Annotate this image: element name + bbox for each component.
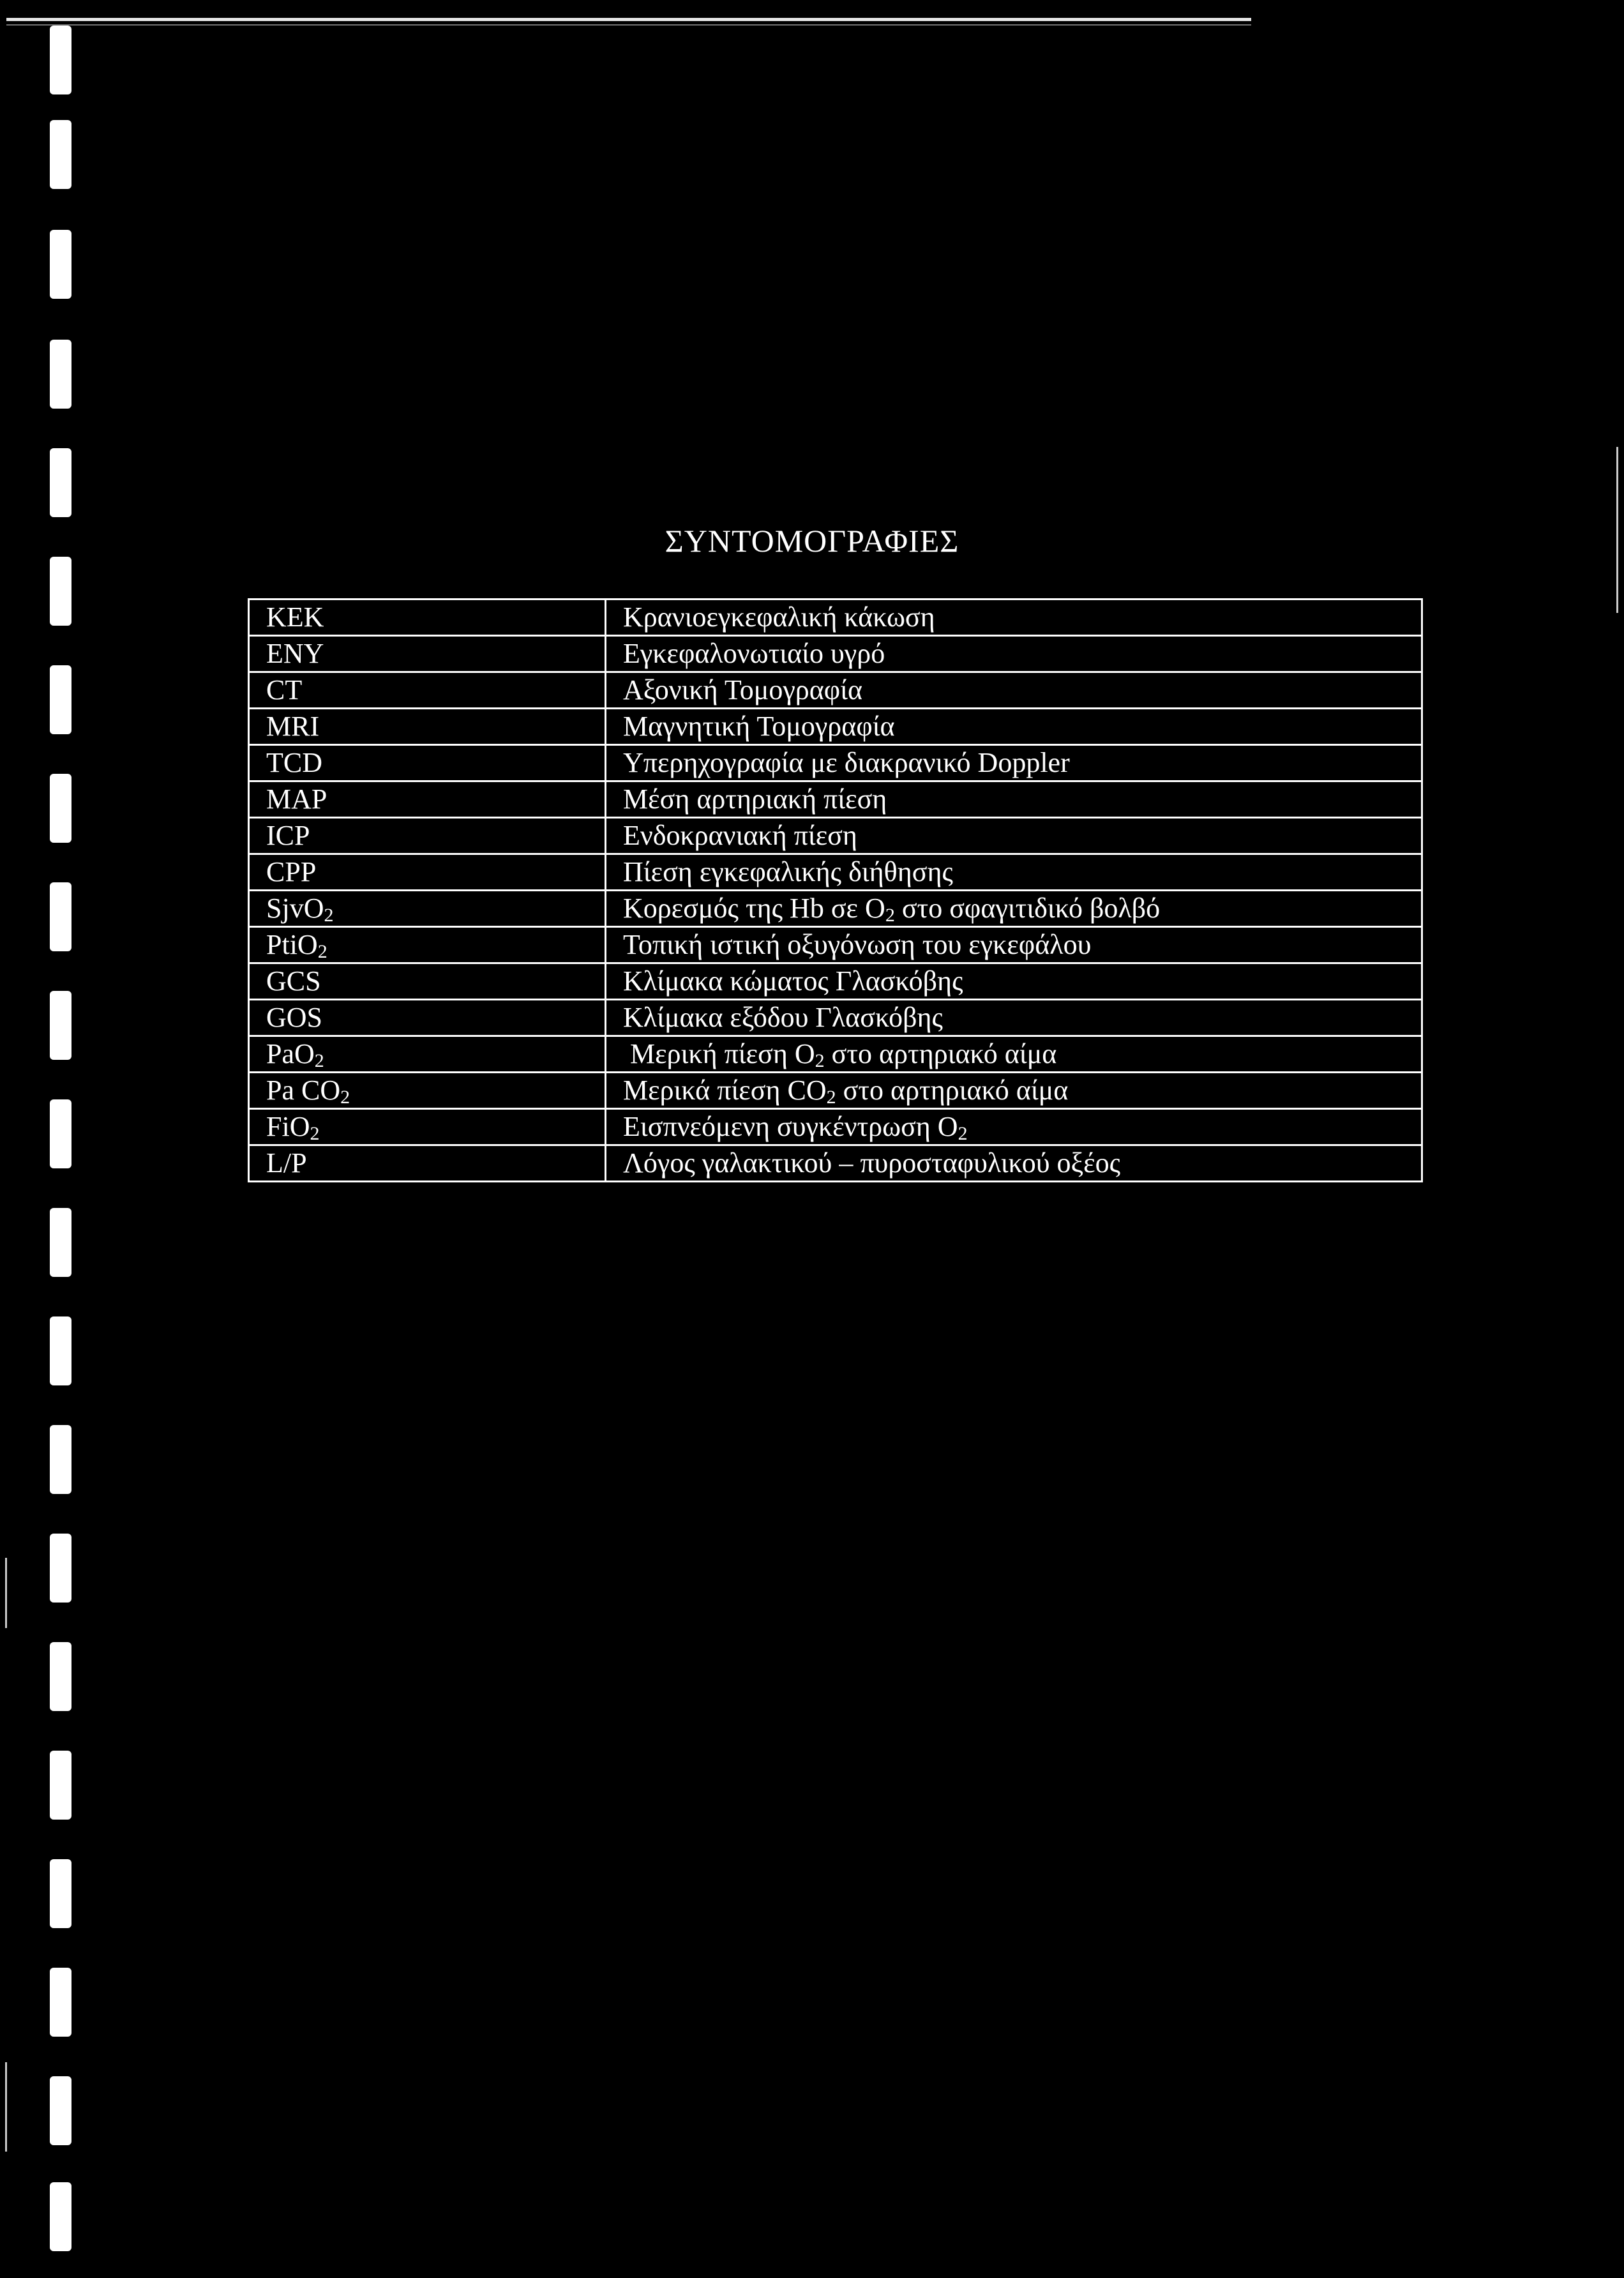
definition-subscript: 2: [958, 1123, 968, 1144]
abbreviation-cell: [249, 781, 606, 818]
definition-cell: [606, 927, 1422, 963]
abbreviation-subscript: 2: [310, 1123, 320, 1144]
binding-hole: [50, 120, 71, 189]
abbreviation-text: PaO: [266, 1038, 315, 1069]
binding-hole: [50, 1099, 71, 1168]
definition-cell: [606, 672, 1422, 709]
table-row: [249, 781, 1422, 818]
binding-hole: [50, 230, 71, 299]
abbreviation-text: MRI: [266, 711, 320, 742]
definition-text-continued: στο αρτηριακό αίμα: [824, 1038, 1057, 1069]
table-row: [249, 1000, 1422, 1036]
abbreviation-text: TCD: [266, 747, 322, 778]
table-row: [249, 1036, 1422, 1073]
table-row: [249, 672, 1422, 709]
table-row: [249, 1073, 1422, 1109]
abbreviation-text: ICP: [266, 820, 310, 851]
table-row: [249, 636, 1422, 672]
definition-cell: [606, 745, 1422, 781]
abbreviation-text: SjvO: [266, 893, 324, 924]
abbreviation-cell: [249, 963, 606, 1000]
definition-text: Μαγνητική Τομογραφία: [623, 711, 895, 742]
definition-text: Τοπική ιστική οξυγόνωση του εγκεφάλου: [623, 929, 1092, 960]
abbreviation-text: GCS: [266, 965, 321, 997]
abbreviation-subscript: 2: [340, 1087, 350, 1108]
definition-text-continued: στο σφαγιτιδικό βολβό: [894, 893, 1161, 924]
binding-hole: [50, 665, 71, 734]
binding-hole: [50, 1425, 71, 1494]
abbreviation-cell: [249, 1000, 606, 1036]
table-row: [249, 854, 1422, 891]
binding-hole: [50, 26, 71, 94]
definition-subscript: 2: [885, 905, 895, 926]
abbreviation-cell: [249, 672, 606, 709]
binding-hole: [50, 1316, 71, 1385]
abbreviation-cell: [249, 600, 606, 636]
abbreviation-text: MAP: [266, 783, 327, 815]
abbreviation-cell: [249, 927, 606, 963]
binding-hole: [50, 1208, 71, 1277]
binding-hole: [50, 557, 71, 626]
table-row: [249, 745, 1422, 781]
definition-text: Μερικά πίεση CO: [623, 1075, 827, 1106]
abbreviation-text: ENY: [266, 638, 324, 669]
binding-hole: [50, 1534, 71, 1603]
definition-cell: [606, 636, 1422, 672]
definition-subscript: 2: [826, 1087, 836, 1108]
definition-text: Ενδοκρανιακή πίεση: [623, 820, 857, 851]
definition-cell: [606, 1073, 1422, 1109]
abbreviation-text: GOS: [266, 1002, 323, 1033]
abbreviation-subscript: 2: [324, 905, 334, 926]
table-row: [249, 818, 1422, 854]
abbreviation-cell: [249, 891, 606, 927]
definition-cell: [606, 1145, 1422, 1182]
abbreviation-cell: [249, 1145, 606, 1182]
definition-text: Αξονική Τομογραφία: [623, 674, 863, 705]
abbreviation-cell: [249, 1073, 606, 1109]
table-row: [249, 927, 1422, 963]
binding-hole: [50, 1642, 71, 1711]
abbreviation-cell: [249, 818, 606, 854]
abbreviation-text: CT: [266, 674, 303, 705]
definition-text-continued: στο αρτηριακό αίμα: [836, 1075, 1069, 1106]
binding-hole: [50, 340, 71, 409]
binding-hole: [50, 1751, 71, 1820]
definition-text: Μερική πίεση O: [623, 1038, 815, 1069]
definition-subscript: 2: [815, 1050, 825, 1071]
definition-text: Υπερηχογραφία με διακρανικό Doppler: [623, 747, 1070, 778]
definition-text: Κορεσμός της Hb σε O: [623, 893, 885, 924]
abbreviations-table: [248, 598, 1423, 1182]
abbreviation-cell: [249, 854, 606, 891]
definition-text: Κλίμακα κώματος Γλασκόβης: [623, 965, 963, 997]
definition-cell: [606, 1109, 1422, 1145]
table-row: [249, 891, 1422, 927]
abbreviation-cell: [249, 1036, 606, 1073]
abbreviation-text: CPP: [266, 856, 317, 887]
definition-text: Εισπνεόμενη συγκέντρωση O: [623, 1111, 958, 1142]
binding-hole: [50, 448, 71, 517]
definition-cell: [606, 963, 1422, 1000]
abbreviation-cell: [249, 709, 606, 745]
abbreviation-text: KEK: [266, 601, 324, 633]
binding-hole: [50, 2182, 71, 2251]
page-title: ΣΥΝΤΟΜΟΓΡΑΦΙΕΣ: [665, 523, 959, 559]
definition-text: Κρανιοεγκεφαλική κάκωση: [623, 601, 935, 633]
abbreviation-subscript: 2: [314, 1050, 324, 1071]
definition-cell: [606, 854, 1422, 891]
abbreviation-text: PtiO: [266, 929, 318, 960]
table-row: [249, 709, 1422, 745]
definition-text: Πίεση εγκεφαλικής διήθησης: [623, 856, 953, 887]
abbreviation-cell: [249, 745, 606, 781]
abbreviation-cell: [249, 1109, 606, 1145]
definition-cell: [606, 1036, 1422, 1073]
abbreviation-subscript: 2: [317, 941, 327, 962]
table-row: [249, 600, 1422, 636]
binding-holes: [0, 0, 89, 2278]
binding-hole: [50, 1859, 71, 1928]
binding-hole: [50, 2076, 71, 2145]
definition-cell: [606, 600, 1422, 636]
definition-cell: [606, 1000, 1422, 1036]
abbreviation-text: FiO: [266, 1111, 310, 1142]
abbreviation-text: Pa CO: [266, 1075, 341, 1106]
scan-edge-line: [5, 1558, 7, 1628]
table-row: [249, 1145, 1422, 1182]
scan-edge-line: [5, 2062, 7, 2152]
binding-hole: [50, 882, 71, 951]
definition-text: Μέση αρτηριακή πίεση: [623, 783, 887, 815]
definition-cell: [606, 818, 1422, 854]
scan-top-edge-shadow: [6, 24, 1251, 26]
table-row: [249, 963, 1422, 1000]
binding-hole: [50, 991, 71, 1060]
binding-hole: [50, 774, 71, 843]
definition-cell: [606, 781, 1422, 818]
scan-top-edge: [6, 18, 1251, 21]
definition-cell: [606, 891, 1422, 927]
definition-text: Λόγος γαλακτικού – πυροσταφυλικού οξέος: [623, 1147, 1121, 1179]
table-row: [249, 1109, 1422, 1145]
definition-cell: [606, 709, 1422, 745]
definition-text: Εγκεφαλονωτιαίο υγρό: [623, 638, 885, 669]
abbreviation-text: L/P: [266, 1147, 307, 1179]
definition-text: Κλίμακα εξόδου Γλασκόβης: [623, 1002, 943, 1033]
binding-hole: [50, 1968, 71, 2037]
abbreviation-cell: [249, 636, 606, 672]
